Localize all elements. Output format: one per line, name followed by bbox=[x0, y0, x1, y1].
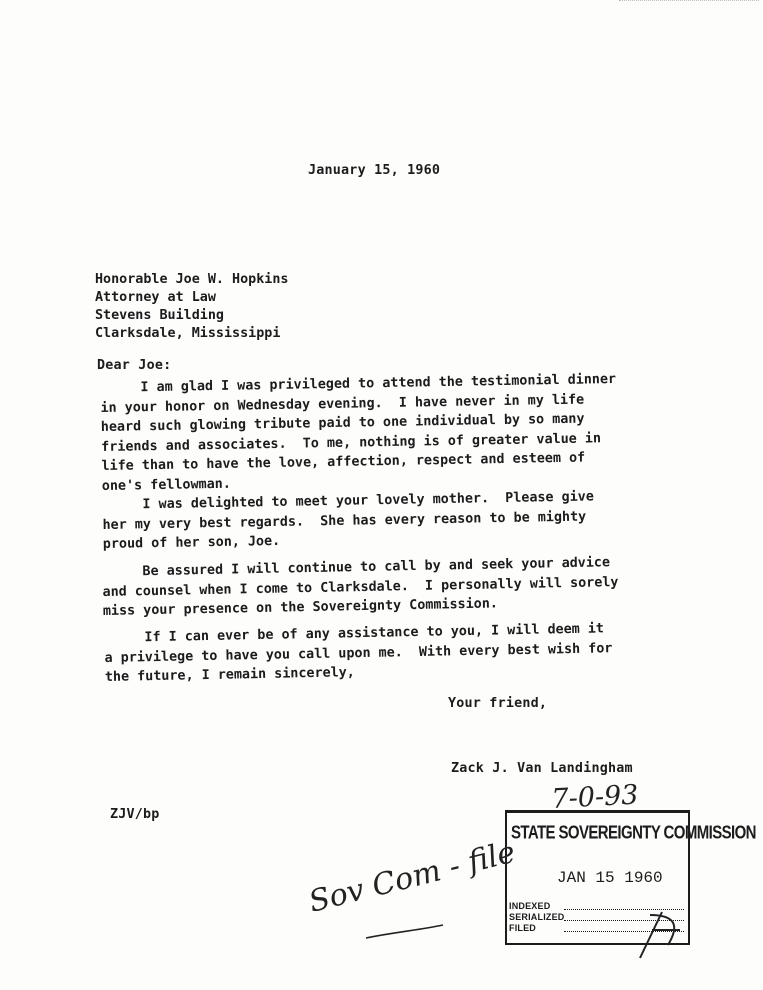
paragraph-line: If I can ever be of any assistance to you, I will deem it bbox=[104, 621, 605, 646]
paragraph-line: I was delighted to meet your lovely mother. Please give bbox=[102, 489, 595, 513]
paragraph-line: Be assured I will continue to call by and seek your advice bbox=[102, 555, 611, 580]
paragraph-2 bbox=[102, 487, 595, 554]
paragraph-line: heard such glowing tribute paid to one individual by so many bbox=[100, 411, 585, 435]
stamp-row-label: INDEXED bbox=[509, 901, 551, 911]
stamp-row-indexed bbox=[509, 901, 550, 911]
paragraph-1 bbox=[100, 370, 618, 496]
stamp-row-serialized bbox=[509, 912, 565, 922]
recipient-city: Clarksdale, Mississippi bbox=[95, 326, 281, 341]
recipient-address-block bbox=[95, 271, 288, 343]
paragraph-line: proud of her son, Joe. bbox=[102, 533, 281, 552]
stamp-row-filed bbox=[509, 923, 536, 933]
complimentary-close: Your friend, bbox=[448, 696, 548, 711]
paragraph-line: in your honor on Wednesday evening. I have never in my life bbox=[100, 392, 585, 416]
paragraph-3 bbox=[102, 553, 619, 621]
paragraph-line: one's fellowman. bbox=[101, 476, 231, 494]
received-stamp bbox=[505, 810, 756, 945]
paragraph-line: friends and associates. To me, nothing is of greater value in bbox=[101, 430, 602, 455]
typist-initials: ZJV/bp bbox=[110, 807, 160, 822]
letter-date: January 15, 1960 bbox=[308, 163, 441, 178]
paragraph-line: I am glad I was privileged to attend the testimonial dinner bbox=[100, 371, 617, 396]
recipient-name: Honorable Joe W. Hopkins bbox=[95, 272, 289, 287]
handwritten-underline bbox=[366, 925, 443, 938]
stamp-row-label: SERIALIZED bbox=[509, 912, 565, 922]
page-edge-mark bbox=[619, 0, 759, 3]
paragraph-4 bbox=[104, 619, 613, 687]
paragraph-line: miss your presence on the Sovereignty Commission. bbox=[102, 596, 499, 619]
stamp-date: JAN 15 1960 bbox=[557, 869, 663, 887]
signer-name: Zack J. Van Landingham bbox=[451, 761, 633, 776]
paragraph-line: the future, I remain sincerely, bbox=[104, 665, 355, 685]
recipient-street: Stevens Building bbox=[95, 308, 224, 323]
stamp-row-label: FILED bbox=[509, 923, 536, 933]
handwritten-top-note: 7-0-93 bbox=[550, 779, 640, 815]
paragraph-line: and counsel when I come to Clarksdale. I personally will sorely bbox=[102, 574, 619, 600]
paragraph-line: her my very best regards. She has every reason to be mighty bbox=[102, 509, 587, 533]
handwritten-file-note: Sov Com - file bbox=[305, 834, 519, 920]
paragraph-line: life than to have the love, affection, respect and esteem of bbox=[101, 450, 586, 474]
recipient-title: Attorney at Law bbox=[95, 290, 216, 305]
salutation: Dear Joe: bbox=[97, 358, 172, 373]
stamp-header: STATE SOVEREIGNTY COMMISSION bbox=[511, 822, 756, 844]
paragraph-line: a privilege to have you call upon me. With every best wish for bbox=[104, 640, 613, 666]
